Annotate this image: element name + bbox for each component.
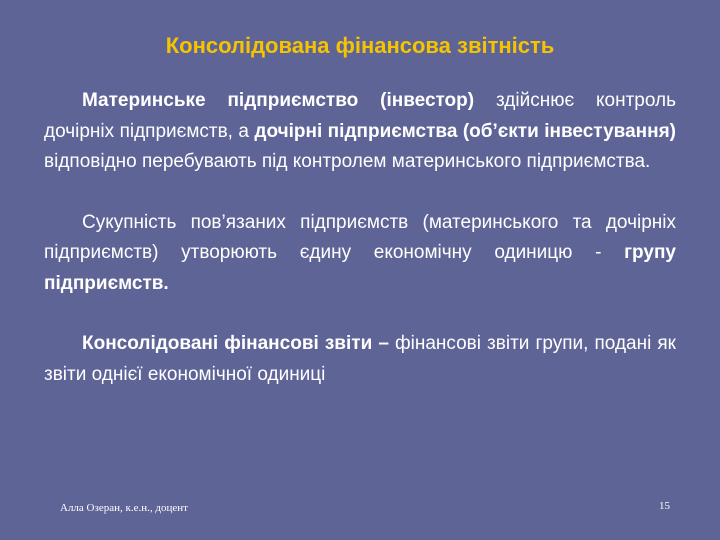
paragraph-control <box>44 86 676 178</box>
paragraph-text: фінансові звіти групи, подані як звіти однієї економічної одиниці <box>44 333 676 385</box>
page-number: 15 <box>659 500 670 512</box>
paragraph-text: здійснює контроль дочірніх підприємств, а <box>44 90 676 142</box>
consolidated-statements-term: Консолідовані фінансові звіти – <box>82 333 389 354</box>
group-term: групу підприємств. <box>44 242 676 294</box>
parent-company-term: Материнське підприємство (інвестор) <box>82 90 475 111</box>
footer-author: Алла Озеран, к.е.н., доцент <box>60 502 188 514</box>
paragraph-text: відповідно перебувають під контролем материнського підприємства. <box>44 151 651 172</box>
paragraph-definition <box>44 329 676 390</box>
paragraph-group <box>44 208 676 300</box>
paragraph-text: Сукупність пов’язаних підприємств (материнського та дочірніх підприємств) утворюють єдину економічну одиницю - <box>44 211 676 263</box>
subsidiaries-term: дочірні підприємства (об’єкти інвестування) <box>254 120 676 142</box>
slide-title: Консолідована фінансова звітність <box>165 33 555 58</box>
slide-body <box>44 86 676 390</box>
